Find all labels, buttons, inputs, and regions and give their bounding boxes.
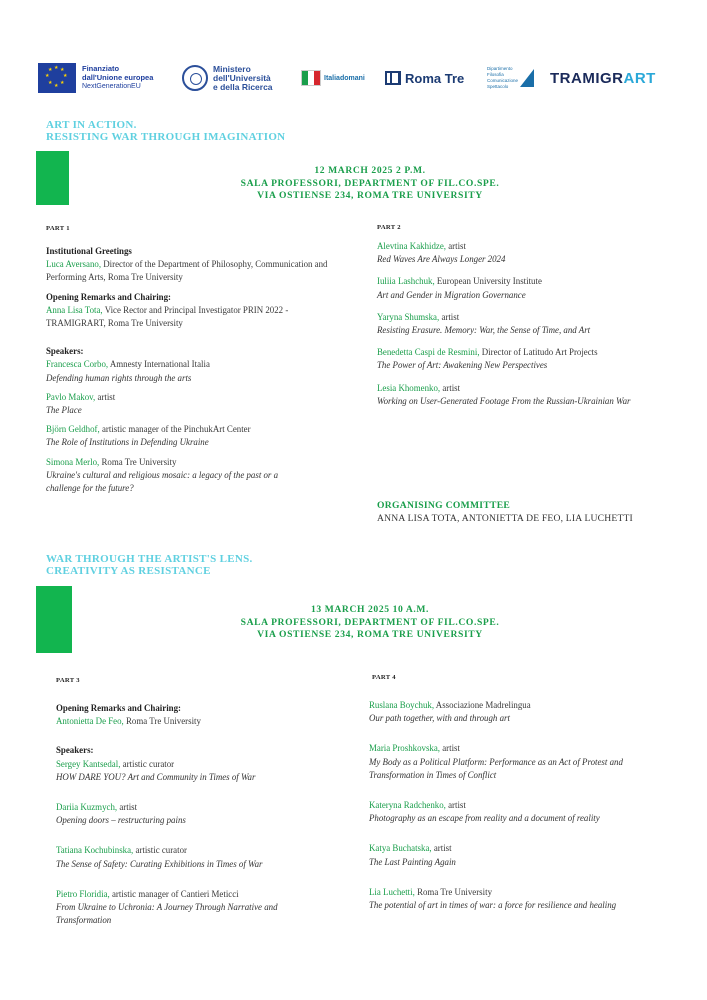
department-triangle-icon: [520, 69, 534, 87]
part2-column: [377, 240, 677, 417]
committee-title: ORGANISING COMMITTEE: [377, 500, 511, 511]
greetings-heading: Institutional Greetings: [46, 246, 132, 256]
dip-text-3: Comunicazione: [487, 78, 519, 83]
speaker-talk: Ukraine's cultural and religious mosaic: a legacy of the past or a challenge for the future?: [46, 469, 279, 494]
speaker-name: Alevtina Kakhidze,: [377, 241, 447, 251]
speaker-entry: [56, 801, 346, 827]
speaker-name: Pietro Floridia,: [56, 888, 110, 899]
part1-column: [46, 245, 336, 501]
speaker-talk: The Sense of Safety: Curating Exhibitions in Times of War: [56, 858, 263, 869]
speaker-role: Associazione Madrelingua: [434, 700, 531, 710]
speaker-name: Sergey Kantsedal,: [56, 758, 121, 769]
speaker-entry: [377, 346, 677, 372]
speaker-role: Roma Tre University: [414, 886, 493, 897]
speaker-role: artistic curator: [133, 845, 187, 856]
day1-green-stripe: [36, 151, 69, 205]
speaker-name: Lia Luchetti,: [369, 886, 415, 897]
department-logo: [487, 56, 534, 100]
speaker-name: Katya Buchatska,: [369, 843, 432, 854]
speaker-role: artist: [95, 391, 116, 402]
speaker-role: artist: [431, 843, 452, 854]
speaker-talk: Red Waves Are Always Longer 2024: [377, 254, 506, 265]
tramigrart-text-a: TRAMIGR: [550, 69, 624, 87]
speaker-talk: Our path together, with and through art: [369, 713, 510, 724]
speaker-role: artist: [445, 800, 466, 811]
day1-address: VIA OSTIENSE 234, ROMA TRE UNIVERSITY: [257, 190, 483, 201]
day1-title-line2: RESISTING WAR THROUGH IMAGINATION: [46, 131, 286, 143]
speaker-entry: [369, 699, 639, 725]
speaker-talk: Art and Gender in Migration Governance: [377, 289, 526, 300]
speaker-role: artist: [440, 743, 460, 754]
mur-text-3: e della Ricerca: [213, 81, 273, 92]
day2-address: VIA OSTIENSE 234, ROMA TRE UNIVERSITY: [257, 629, 483, 640]
speaker-entry: [46, 391, 336, 417]
mur-seal-icon: [182, 65, 208, 91]
speaker-name: Benedetta Caspi de Resmini,: [377, 347, 480, 358]
mur-logo: [182, 56, 273, 100]
italy-flag-icon: [301, 70, 321, 86]
speaker-name: Yaryna Shumska,: [377, 311, 440, 322]
tramigrart-text-b: ART: [623, 69, 656, 87]
speaker-talk: The Place: [46, 405, 82, 416]
opening-name: Anna Lisa Tota,: [46, 304, 103, 315]
part1-speakers-heading: Speakers:: [46, 346, 84, 357]
day2-opening-name: Antonietta De Feo,: [56, 716, 124, 727]
eu-flag-icon: ★ ★ ★ ★ ★ ★ ★ ★: [38, 63, 76, 93]
speaker-role: artistic manager of the PinchukArt Center: [99, 424, 251, 435]
part3-speakers-heading: Speakers:: [56, 745, 94, 756]
speaker-role: artistic curator: [120, 758, 175, 769]
speaker-entry: [56, 888, 326, 928]
speaker-entry: [377, 240, 677, 266]
speaker-entry: [369, 886, 639, 912]
speaker-talk: The Role of Institutions in Defending Ukraine: [46, 437, 209, 448]
speaker-entry: [46, 456, 306, 496]
speaker-talk: Resisting Erasure. Memory: War, the Sense of Time, and Art: [377, 325, 591, 336]
speaker-role: artist: [446, 241, 466, 251]
romatre-gate-icon: [385, 71, 401, 85]
tramigrart-logo: [550, 56, 656, 100]
speaker-name: Iuliia Lashchuk,: [377, 276, 435, 287]
day1-date-block: [100, 165, 640, 203]
speaker-role: Amnesty International Italia: [108, 359, 210, 370]
eu-text-1: Finanziato: [82, 64, 120, 73]
speaker-talk: The potential of art in times of war: a force for resilience and healing: [369, 900, 617, 911]
greetings-role: Director of the Department of Philosophy, Communication and Performing Arts, Roma Tre University: [46, 259, 328, 283]
opening-heading: Opening Remarks and Chairing:: [46, 291, 172, 302]
speaker-name: Pavlo Makov,: [46, 391, 96, 402]
day2-title-line1: WAR THROUGH THE ARTIST'S LENS.: [46, 553, 253, 565]
part3-column: [56, 702, 346, 938]
speaker-name: Tatiana Kochubinska,: [56, 845, 134, 856]
speaker-role: European University Institute: [434, 276, 542, 287]
speaker-talk: HOW DARE YOU? Art and Community in Times of War: [56, 771, 256, 782]
organising-committee: [377, 500, 633, 524]
part1-label: PART 1: [46, 225, 70, 232]
mur-text-2: dell'Università: [213, 72, 271, 83]
speaker-role: artist: [117, 802, 138, 813]
day2-opening-role: Roma Tre University: [123, 716, 201, 727]
part3-label: PART 3: [56, 677, 80, 684]
speaker-name: Björn Geldhof,: [46, 424, 100, 435]
speaker-role: artist: [440, 382, 461, 393]
romatre-text: Roma Tre: [405, 70, 465, 86]
day2-venue: SALA PROFESSORI, DEPARTMENT OF FIL.CO.SPE.: [240, 616, 500, 628]
day2-title-line2: CREATIVITY AS RESISTANCE: [46, 565, 211, 577]
speaker-entry: [56, 844, 346, 870]
speaker-talk: Working on User-Generated Footage From the Russian-Ukrainian War: [377, 395, 631, 406]
speaker-role: Roma Tre University: [99, 456, 177, 467]
speaker-role: Director of Latitudo Art Projects: [479, 347, 598, 358]
day2-opening-heading: Opening Remarks and Chairing:: [56, 703, 182, 713]
opening-role: Vice Rector and Principal Investigator PRIN 2022 - TRAMIGRART, Roma Tre University: [46, 304, 289, 329]
speaker-entry: [56, 758, 346, 784]
italiadomani-text: Italiadomani: [324, 74, 365, 82]
eu-text-2: dall'Unione europea: [82, 73, 154, 82]
speaker-entry: [369, 799, 639, 825]
speaker-name: Maria Proshkovska,: [369, 743, 440, 754]
greetings-name: Luca Aversano,: [46, 259, 102, 270]
speaker-role: artistic manager of Cantieri Meticci: [109, 888, 239, 899]
speaker-entry: [377, 382, 677, 408]
part2-label: PART 2: [377, 224, 401, 231]
day2-green-stripe: [36, 586, 72, 653]
speaker-talk: The Last Painting Again: [369, 856, 456, 867]
dip-text-2: Filosofia: [487, 72, 504, 77]
speaker-entry: [377, 275, 677, 301]
speaker-name: Simona Merlo,: [46, 456, 100, 467]
logo-bar: [36, 56, 666, 100]
romatre-logo: [385, 56, 464, 100]
day1-title: [46, 119, 285, 143]
speaker-entry: [369, 742, 639, 782]
speaker-entry: [46, 423, 336, 449]
speaker-talk: Opening doors – restructuring pains: [56, 815, 186, 826]
day1-venue: SALA PROFESSORI, DEPARTMENT OF FIL.CO.SPE.: [240, 177, 500, 189]
speaker-entry: [377, 311, 677, 337]
speaker-name: Ruslana Boychuk,: [369, 700, 435, 710]
eu-text-3: NextGenerationEU: [82, 83, 141, 90]
speaker-name: Dariia Kuzmych,: [56, 802, 118, 813]
day2-date-block: [100, 604, 640, 642]
italiadomani-logo: [301, 56, 365, 100]
part4-label: PART 4: [372, 674, 396, 681]
part4-column: [369, 699, 639, 912]
mur-text-1: Ministero: [213, 63, 251, 74]
day2-date: 13 MARCH 2025 10 A.M.: [310, 604, 430, 615]
day1-title-line1: ART IN ACTION.: [46, 119, 137, 131]
committee-names: ANNA LISA TOTA, ANTONIETTA DE FEO, LIA LUCHETTI: [377, 513, 633, 524]
dip-text-4: Spettacolo: [487, 84, 509, 89]
speaker-role: artist: [439, 311, 460, 322]
speaker-talk: Photography as an escape from reality and a document of reality: [369, 813, 600, 824]
speaker-entry: [46, 358, 336, 384]
speaker-talk: From Ukraine to Uchronia: A Journey Through Narrative and Transformation: [56, 902, 278, 926]
speaker-talk: My Body as a Political Platform: Performance as an Act of Protest and Transformation in Times of Conflict: [369, 756, 623, 780]
day1-date: 12 MARCH 2025 2 P.M.: [314, 165, 426, 176]
day2-title: [46, 553, 253, 577]
speaker-name: Francesca Corbo,: [46, 359, 109, 370]
speaker-name: Kateryna Radchenko,: [369, 800, 446, 811]
speaker-talk: Defending human rights through the arts: [46, 372, 192, 383]
speaker-name: Lesia Khomenko,: [377, 382, 441, 393]
speaker-entry: [369, 842, 639, 868]
eu-logo: [38, 56, 153, 100]
speaker-talk: The Power of Art: Awakening New Perspectives: [377, 360, 548, 371]
dip-text-1: Dipartimento: [487, 66, 513, 71]
